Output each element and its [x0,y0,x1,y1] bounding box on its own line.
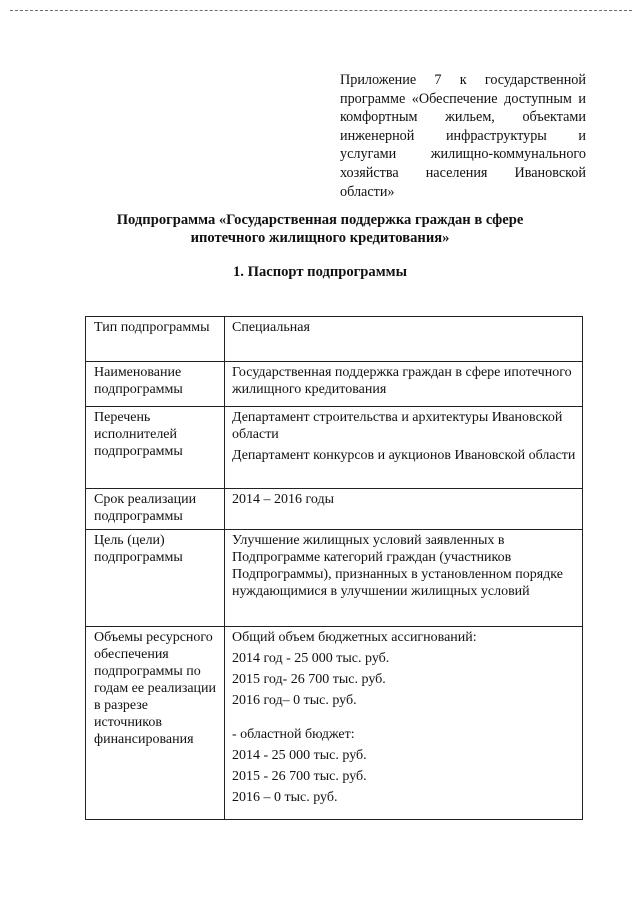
funding-regional-heading: - областной бюджет: [232,727,355,742]
top-scan-rule [10,10,632,11]
funding-total-line: 2014 год - 25 000 тыс. руб. [232,651,390,666]
goal-value: Улучшение жилищных условий заявленных в Подпрограмме категорий граждан (участников Подпрограммы), признанных в установленном порядке нуждающимися в улучшении жилищных условий [225,530,583,627]
funding-label: Объемы ресурсного обеспечения подпрограммы по годам ее реализации в разрезе источников финансирования [86,627,225,820]
passport-table [85,316,583,820]
section-heading: 1. Паспорт подпрограммы [233,264,407,280]
table-row-funding [86,627,583,820]
executors-label: Перечень исполнителей подпрограммы [86,407,225,489]
type-label: Тип подпрограммы [86,317,225,362]
funding-value [225,627,583,820]
funding-total-heading: Общий объем бюджетных ассигнований: [232,630,477,645]
type-value: Специальная [225,317,583,362]
term-label: Срок реализации подпрограммы [86,489,225,530]
executor-item: Департамент строительства и архитектуры Ивановской области [232,410,563,442]
subprogram-title-line-1: Подпрограмма «Государственная поддержка граждан в сфере [116,212,524,228]
name-value: Государственная поддержка граждан в сфере ипотечного жилищного кредитования [225,362,583,407]
funding-regional-line: 2015 - 26 700 тыс. руб. [232,769,367,784]
term-value: 2014 – 2016 годы [225,489,583,530]
name-label: Наименование подпрограммы [86,362,225,407]
funding-regional-line: 2016 – 0 тыс. руб. [232,790,338,805]
goal-label: Цель (цели) подпрограммы [86,530,225,627]
funding-regional-line: 2014 - 25 000 тыс. руб. [232,748,367,763]
subprogram-title-line-2: ипотечного жилищного кредитования» [190,230,450,246]
annex-note: Приложение 7 к государственной программе «Обеспечение доступным и комфортным жильем, объектами инженерной инфраструктуры и услугами жилищно-коммунального хозяйства населения Ивановской области» [340,72,586,200]
funding-total-line: 2015 год- 26 700 тыс. руб. [232,672,386,687]
executor-item: Департамент конкурсов и аукционов Ивановской области [232,448,576,463]
executors-value [225,407,583,489]
funding-total-line: 2016 год– 0 тыс. руб. [232,693,357,708]
table-row-type [86,317,583,362]
table-row-name [86,362,583,407]
table-row-goal [86,530,583,627]
table-row-executors [86,407,583,489]
subprogram-title [80,211,560,247]
funding-spacer [232,713,576,726]
table-row-term [86,489,583,530]
